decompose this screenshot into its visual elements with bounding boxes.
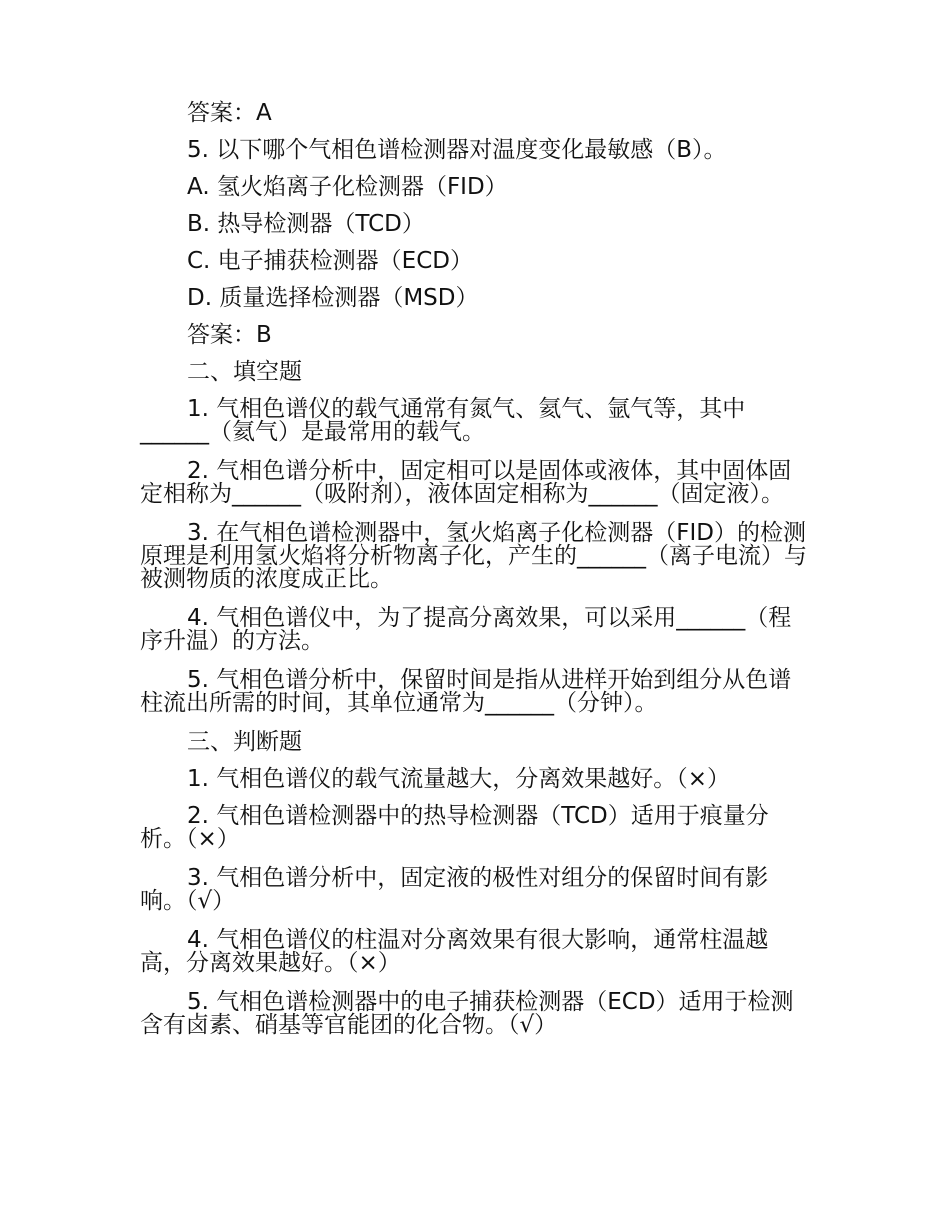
answer-line: 答案：A xyxy=(187,100,272,126)
fill-blank-4: 4. 气相色谱仪中，为了提高分离效果，可以采用______（程序升温）的方法。 xyxy=(140,605,792,654)
true-false-2: 2. 气相色谱检测器中的热导检测器（TCD）适用于痕量分析。（×） xyxy=(140,803,769,852)
document-body xyxy=(140,102,812,1053)
section-heading-true-false: 三、判断题 xyxy=(187,729,302,755)
option-c: C. 电子捕获检测器（ECD） xyxy=(187,248,473,274)
option-b: B. 热导检测器（TCD） xyxy=(187,211,425,237)
true-false-4: 4. 气相色谱仪的柱温对分离效果有很大影响，通常柱温越高，分离效果越好。（×） xyxy=(140,927,769,976)
fill-blank-3: 3. 在气相色谱检测器中，氢火焰离子化检测器（FID）的检测原理是利用氢火焰将分析物离子化，产生的______（离子电流）与被测物质的浓度成正比。 xyxy=(140,520,807,592)
option-a: A. 氢火焰离子化检测器（FID） xyxy=(187,174,508,200)
option-d: D. 质量选择检测器（MSD） xyxy=(187,285,479,311)
true-false-1: 1. 气相色谱仪的载气流量越大，分离效果越好。（×） xyxy=(187,766,731,792)
answer-line: 答案：B xyxy=(187,322,272,348)
section-heading-fill-blank: 二、填空题 xyxy=(187,359,302,385)
true-false-3: 3. 气相色谱分析中，固定液的极性对组分的保留时间有影响。（√） xyxy=(140,865,769,914)
fill-blank-1: 1. 气相色谱仪的载气通常有氮气、氦气、氩气等，其中______（氦气）是最常用的载气。 xyxy=(140,396,746,445)
question-5: 5. 以下哪个气相色谱检测器对温度变化最敏感（B）。 xyxy=(187,137,727,163)
fill-blank-2: 2. 气相色谱分析中，固定相可以是固体或液体，其中固体固定相称为______（吸附剂），液体固定相称为______（固定液）。 xyxy=(140,458,792,507)
fill-blank-5: 5. 气相色谱分析中，保留时间是指从进样开始到组分从色谱柱流出所需的时间，其单位通常为______（分钟）。 xyxy=(140,667,792,716)
true-false-5: 5. 气相色谱检测器中的电子捕获检测器（ECD）适用于检测含有卤素、硝基等官能团的化合物。（√） xyxy=(140,989,794,1038)
